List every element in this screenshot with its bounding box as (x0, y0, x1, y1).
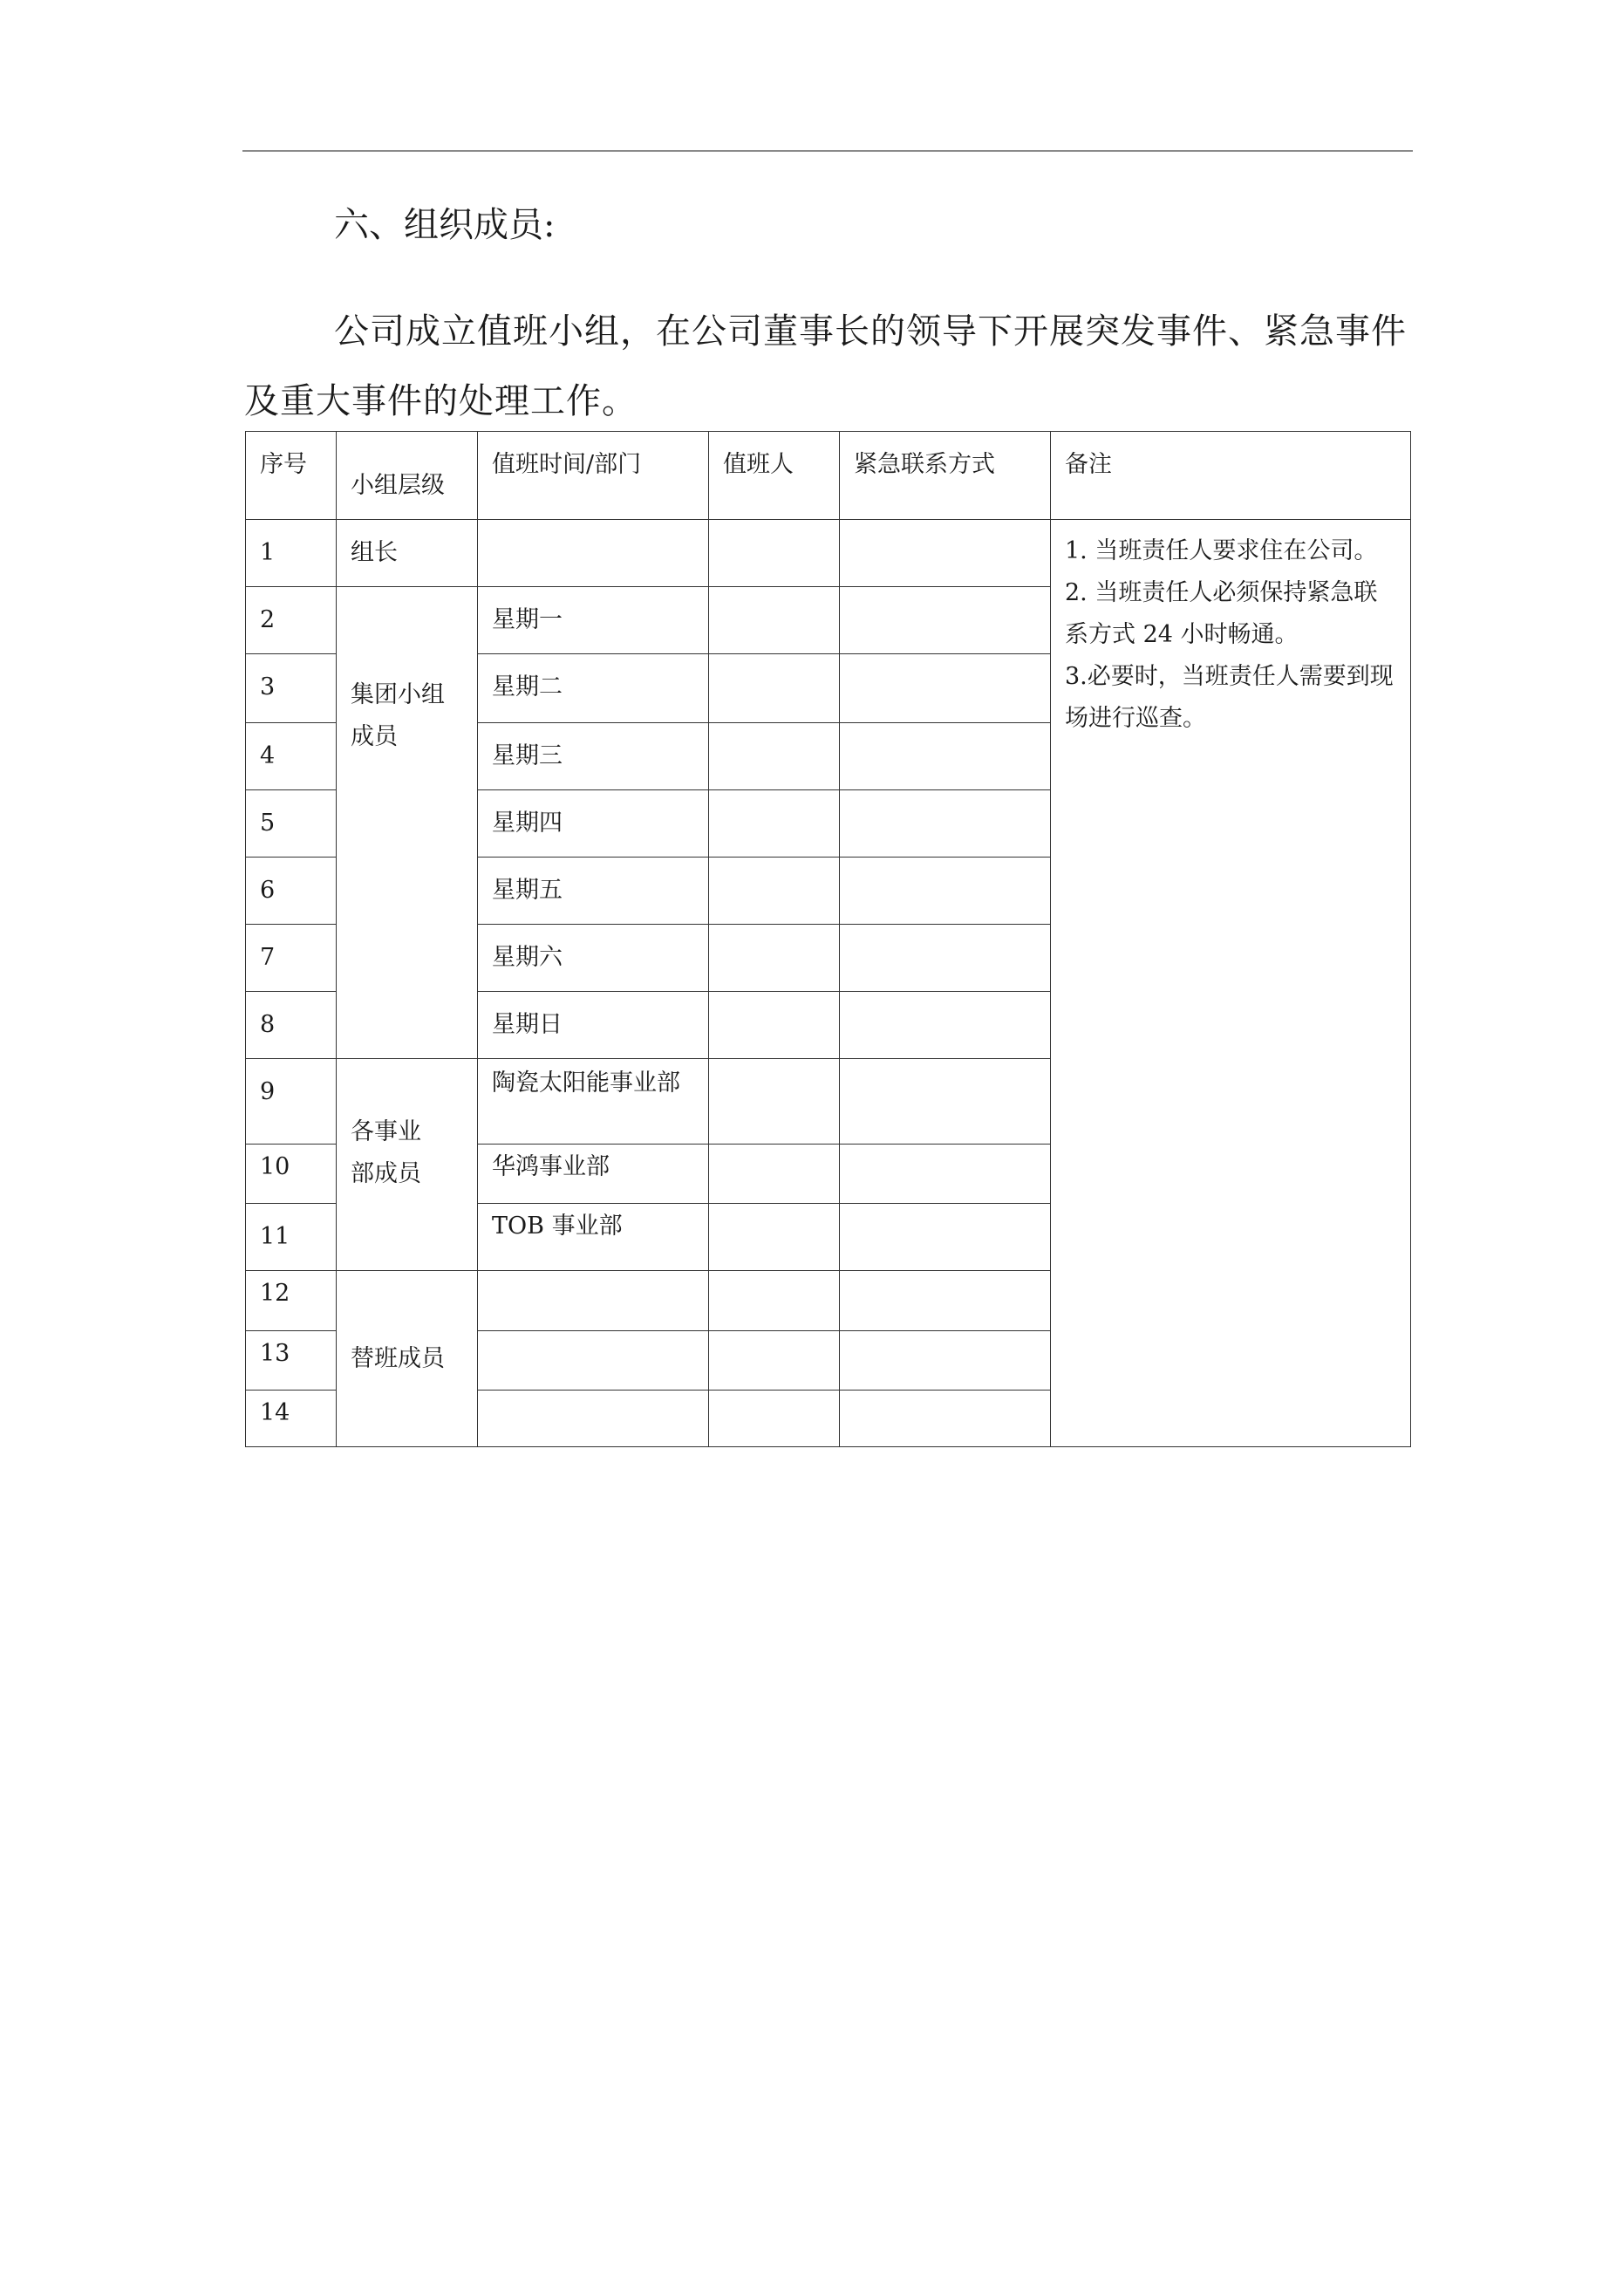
row-person (709, 1331, 840, 1391)
row-seq: 11 (246, 1204, 337, 1271)
row-seq: 1 (246, 520, 337, 587)
row-contact (840, 1204, 1051, 1271)
row-person (709, 587, 840, 654)
row-seq: 3 (246, 654, 337, 723)
row-contact (840, 520, 1051, 587)
remark-item: 2. 当班责任人必须保持紧急联系方式 24 小时畅通。 (1065, 579, 1378, 648)
duty-roster-table (245, 431, 1411, 1447)
row-person (709, 790, 840, 858)
row-seq: 14 (246, 1391, 337, 1447)
row-contact (840, 992, 1051, 1059)
row-contact (840, 1271, 1051, 1331)
row-person (709, 925, 840, 992)
header-level: 小组层级 (337, 432, 478, 520)
remark-item: 3.必要时，当班责任人需要到现场进行巡查。 (1065, 663, 1394, 732)
section-heading: 六、组织成员: (334, 205, 556, 245)
header-seq: 序号 (246, 432, 337, 520)
row-person (709, 1145, 840, 1204)
dept-label: 陶瓷太阳能事业部 (492, 1069, 680, 1097)
row-time-dept (478, 1271, 709, 1331)
row-time-dept: 星期四 (478, 790, 709, 858)
row-contact (840, 587, 1051, 654)
header-time-dept: 值班时间/部门 (478, 432, 709, 520)
group-division-members (337, 1059, 478, 1271)
row-time-dept: 星期三 (478, 723, 709, 790)
remark-item: 1. 当班责任人要求住在公司。 (1065, 537, 1378, 564)
row-person (709, 1204, 840, 1271)
row-time-dept: 星期二 (478, 654, 709, 723)
row-person (709, 1391, 840, 1447)
table-header-row (246, 432, 1411, 520)
group-label: 各事业部成员 (351, 1118, 421, 1187)
row-seq: 2 (246, 587, 337, 654)
remarks-cell (1051, 520, 1411, 1447)
row-contact (840, 1145, 1051, 1204)
row-time-dept (478, 520, 709, 587)
row-person (709, 654, 840, 723)
group-label: 集团小组成员 (351, 681, 445, 750)
row-contact (840, 925, 1051, 992)
row-contact (840, 790, 1051, 858)
row-time-dept: 华鸿事业部 (478, 1145, 709, 1204)
row-time-dept (478, 1331, 709, 1391)
row-time-dept: TOB 事业部 (478, 1204, 709, 1271)
row-seq: 4 (246, 723, 337, 790)
row-contact (840, 654, 1051, 723)
group-substitutes: 替班成员 (337, 1271, 478, 1447)
row-person (709, 858, 840, 925)
row-person (709, 1059, 840, 1145)
row-time-dept: 星期五 (478, 858, 709, 925)
intro-paragraph: 公司成立值班小组，在公司董事长的领导下开展突发事件、紧急事件及重大事件的处理工作。 (244, 311, 1407, 421)
row-seq: 7 (246, 925, 337, 992)
row-person (709, 1271, 840, 1331)
row-seq: 8 (246, 992, 337, 1059)
group-group-members (337, 587, 478, 1059)
row-time-dept: 星期一 (478, 587, 709, 654)
row-time-dept: 星期六 (478, 925, 709, 992)
row-contact (840, 858, 1051, 925)
row-seq: 10 (246, 1145, 337, 1204)
row-seq: 12 (246, 1271, 337, 1331)
row-contact (840, 1059, 1051, 1145)
row-contact (840, 1331, 1051, 1391)
row-time-dept (478, 1059, 709, 1145)
row-person (709, 723, 840, 790)
row-contact (840, 1391, 1051, 1447)
group-leader: 组长 (337, 520, 478, 587)
header-person: 值班人 (709, 432, 840, 520)
header-remark: 备注 (1051, 432, 1411, 520)
row-time-dept (478, 1391, 709, 1447)
row-time-dept: 星期日 (478, 992, 709, 1059)
row-seq: 6 (246, 858, 337, 925)
row-person (709, 992, 840, 1059)
row-seq: 9 (246, 1059, 337, 1145)
row-seq: 5 (246, 790, 337, 858)
row-seq: 13 (246, 1331, 337, 1391)
table-row (246, 520, 1411, 587)
header-contact: 紧急联系方式 (840, 432, 1051, 520)
header-rule (242, 150, 1413, 152)
row-contact (840, 723, 1051, 790)
row-person (709, 520, 840, 587)
